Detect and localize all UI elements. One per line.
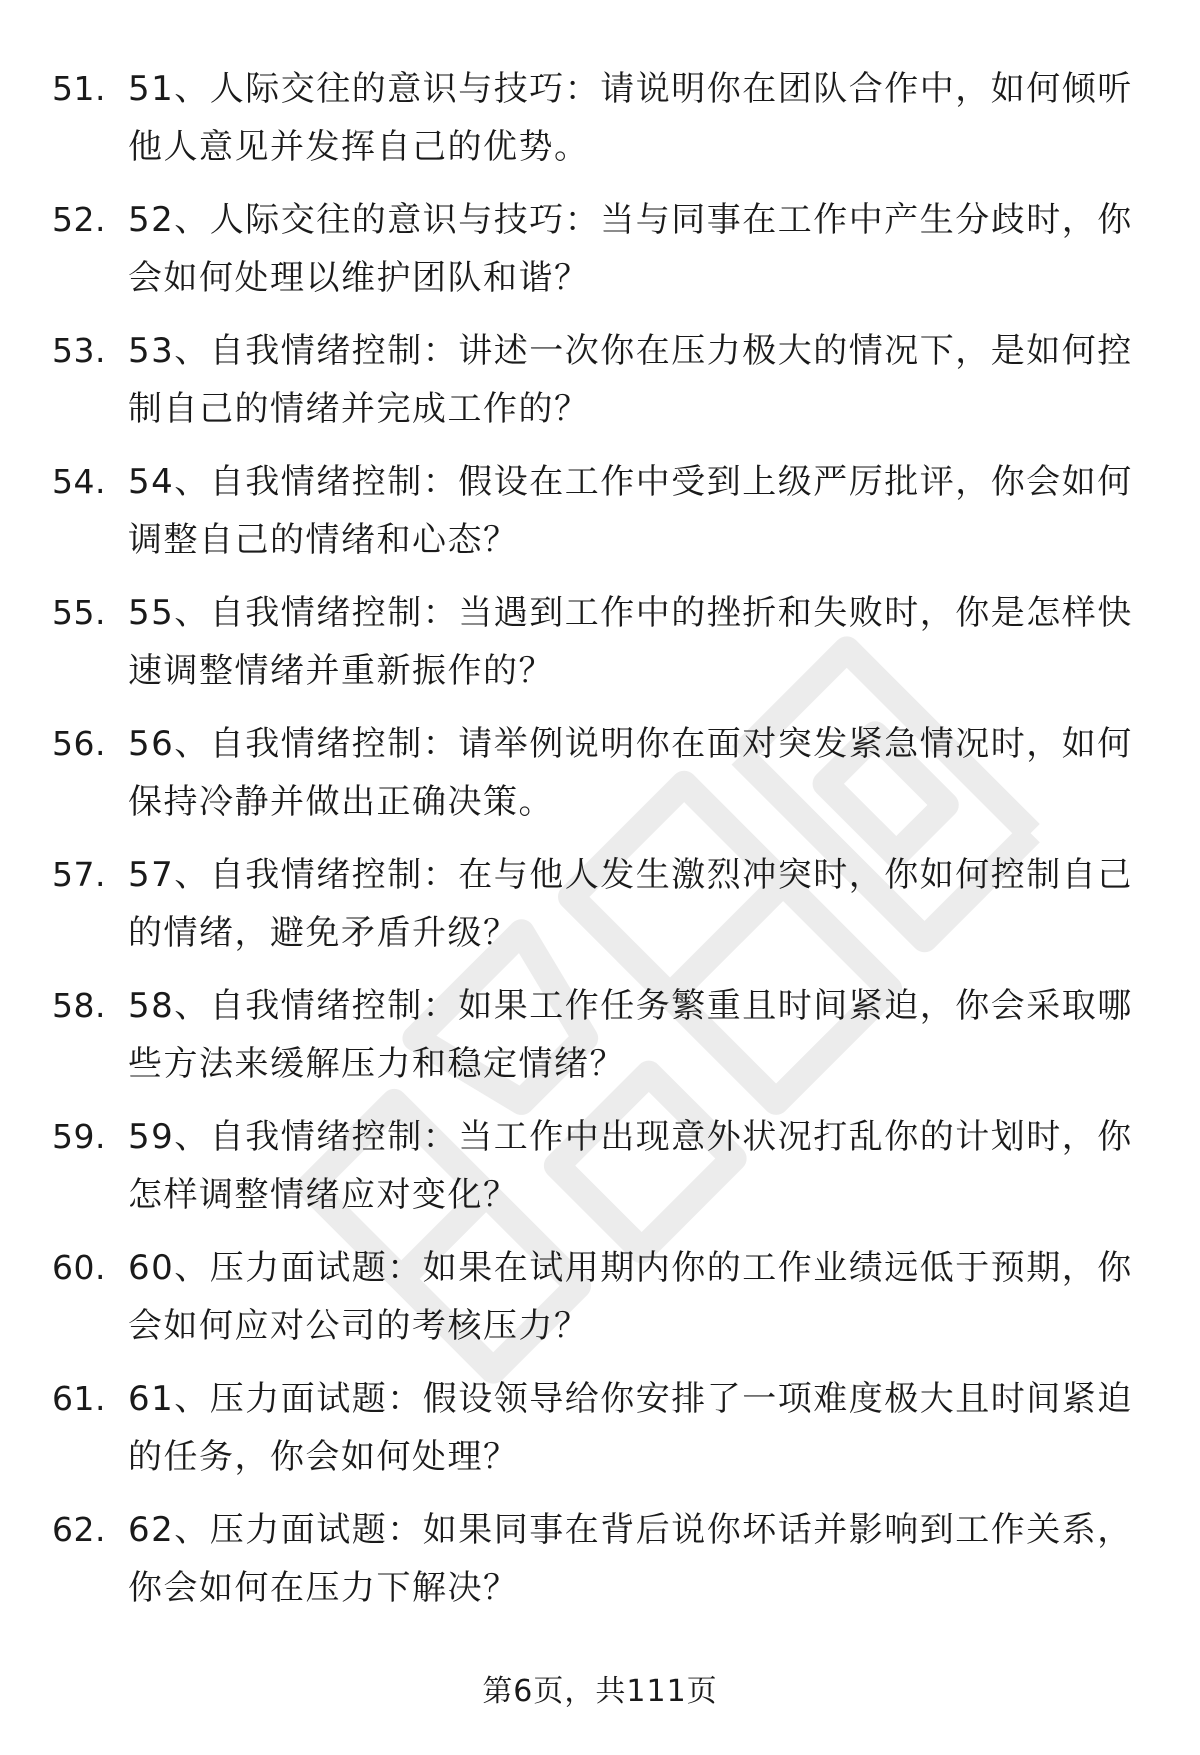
question-line-1: 57、自我情绪控制：在与他人发生激烈冲突时，你如何控制自己	[128, 855, 1133, 895]
question-text	[128, 1370, 1138, 1486]
question-number: 53.	[52, 331, 106, 370]
question-line-1: 52、人际交往的意识与技巧：当与同事在工作中产生分歧时，你	[128, 200, 1133, 240]
question-item	[0, 1239, 1200, 1370]
question-number: 61.	[52, 1379, 106, 1418]
question-line-2: 些方法来缓解压力和稳定情绪？	[128, 1044, 625, 1084]
question-item	[0, 60, 1200, 191]
question-text	[128, 846, 1138, 962]
question-line-2: 怎样调整情绪应对变化？	[128, 1175, 519, 1215]
question-item	[0, 977, 1200, 1108]
question-number: 57.	[52, 855, 106, 894]
question-number: 59.	[52, 1117, 106, 1156]
question-line-1: 58、自我情绪控制：如果工作任务繁重且时间紧迫，你会采取哪	[128, 986, 1133, 1026]
question-item	[0, 1370, 1200, 1501]
question-line-1: 51、人际交往的意识与技巧：请说明你在团队合作中，如何倾听	[128, 69, 1133, 109]
question-line-2: 会如何处理以维护团队和谐？	[128, 258, 590, 298]
question-line-2: 的任务，你会如何处理？	[128, 1437, 519, 1477]
question-item	[0, 322, 1200, 453]
question-text	[128, 1501, 1138, 1617]
question-item	[0, 584, 1200, 715]
question-text	[128, 584, 1138, 700]
question-line-2: 速调整情绪并重新振作的？	[128, 651, 554, 691]
question-text	[128, 1108, 1138, 1224]
question-line-1: 55、自我情绪控制：当遇到工作中的挫折和失败时，你是怎样快	[128, 593, 1133, 633]
question-item	[0, 715, 1200, 846]
question-text	[128, 60, 1138, 176]
question-number: 54.	[52, 462, 106, 501]
question-text	[128, 322, 1138, 438]
question-line-2: 保持冷静并做出正确决策。	[128, 782, 554, 822]
question-text	[128, 715, 1138, 831]
question-number: 62.	[52, 1510, 106, 1549]
question-line-1: 56、自我情绪控制：请举例说明你在面对突发紧急情况时，如何	[128, 724, 1133, 764]
question-line-1: 61、压力面试题：假设领导给你安排了一项难度极大且时间紧迫	[128, 1379, 1133, 1419]
question-line-2: 调整自己的情绪和心态？	[128, 520, 519, 560]
question-line-1: 62、压力面试题：如果同事在背后说你坏话并影响到工作关系，	[128, 1510, 1133, 1550]
question-text	[128, 191, 1138, 307]
question-line-1: 54、自我情绪控制：假设在工作中受到上级严厉批评，你会如何	[128, 462, 1133, 502]
question-number: 51.	[52, 69, 106, 108]
question-number: 56.	[52, 724, 106, 763]
question-text	[128, 1239, 1138, 1355]
question-line-2: 制自己的情绪并完成工作的？	[128, 389, 590, 429]
question-line-2: 你会如何在压力下解决？	[128, 1568, 519, 1608]
question-item	[0, 1108, 1200, 1239]
question-number: 55.	[52, 593, 106, 632]
question-item	[0, 453, 1200, 584]
page-footer: 第6页，共111页	[482, 1674, 718, 1709]
question-item	[0, 1501, 1200, 1632]
question-line-1: 60、压力面试题：如果在试用期内你的工作业绩远低于预期，你	[128, 1248, 1133, 1288]
question-list	[0, 60, 1200, 1632]
question-line-1: 53、自我情绪控制：讲述一次你在压力极大的情况下，是如何控	[128, 331, 1133, 371]
question-number: 52.	[52, 200, 106, 239]
question-number: 58.	[52, 986, 106, 1025]
question-item	[0, 846, 1200, 977]
question-line-2: 的情绪，避免矛盾升级？	[128, 913, 519, 953]
question-text	[128, 977, 1138, 1093]
question-line-2: 他人意见并发挥自己的优势。	[128, 127, 590, 167]
question-number: 60.	[52, 1248, 106, 1287]
question-item	[0, 191, 1200, 322]
question-line-2: 会如何应对公司的考核压力？	[128, 1306, 590, 1346]
question-text	[128, 453, 1138, 569]
question-line-1: 59、自我情绪控制：当工作中出现意外状况打乱你的计划时，你	[128, 1117, 1133, 1157]
